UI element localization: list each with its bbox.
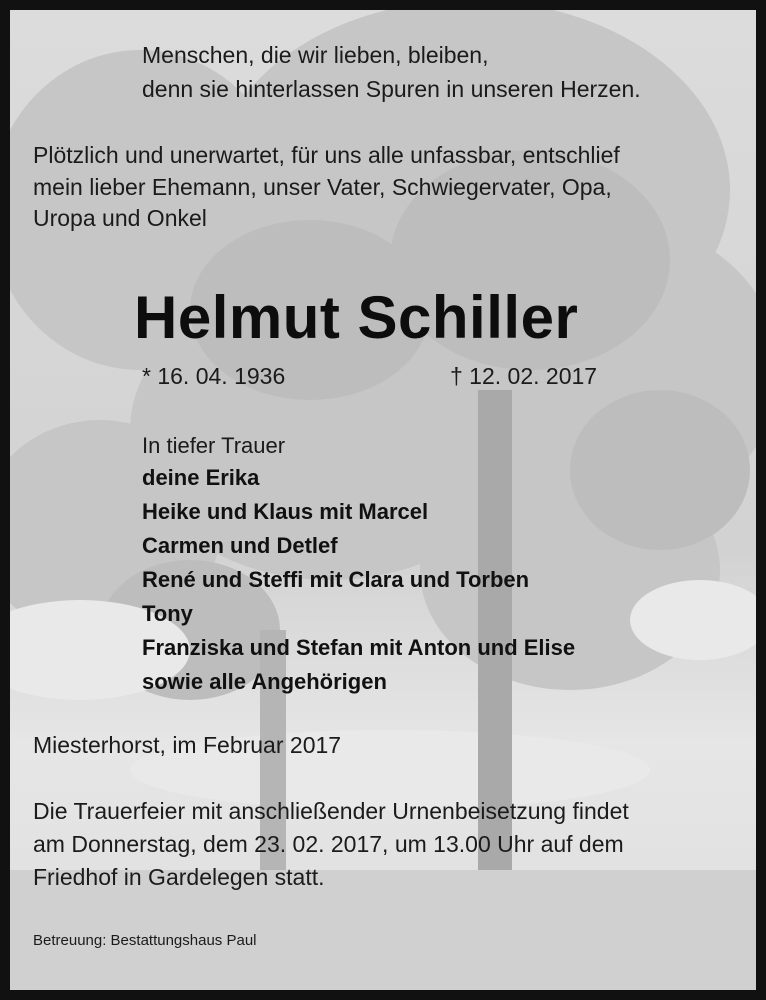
deceased-name: Helmut Schiller — [134, 284, 579, 351]
death-date: † 12. 02. 2017 — [450, 363, 598, 389]
service-line: Friedhof in Gardelegen statt. — [33, 864, 325, 890]
mourner-name: Carmen und Detlef — [142, 533, 338, 558]
motto-line: denn sie hinterlassen Spuren in unseren Herzen. — [142, 76, 641, 102]
place-and-date: Miesterhorst, im Februar 2017 — [33, 732, 342, 758]
mourner-name: Tony — [142, 601, 193, 626]
motto-quote — [142, 38, 742, 106]
mourner-name: Heike und Klaus mit Marcel — [142, 499, 429, 524]
intro-line: mein lieber Ehemann, unser Vater, Schwiegervater, Opa, — [33, 173, 612, 200]
service-line: Die Trauerfeier mit anschließender Urnenbeisetzung findet — [33, 798, 629, 824]
mourner-name: sowie alle Angehörigen — [142, 669, 387, 694]
notice-content — [10, 10, 756, 990]
mourners-block — [142, 431, 742, 699]
intro-text — [33, 140, 748, 235]
motto-line: Menschen, die wir lieben, bleiben, — [142, 42, 489, 68]
service-line: am Donnerstag, dem 23. 02. 2017, um 13.00 Uhr auf dem — [33, 831, 624, 857]
mourner-name: deine Erika — [142, 465, 260, 490]
funeral-service-info — [33, 795, 748, 894]
intro-line: Plötzlich und unerwartet, für uns alle unfassbar, entschlief — [33, 142, 620, 168]
mourner-name: Franziska und Stefan mit Anton und Elise — [142, 635, 576, 660]
mourner-name: René und Steffi mit Clara und Torben — [142, 567, 530, 592]
funeral-home-credit: Betreuung: Bestattungshaus Paul — [33, 932, 257, 949]
intro-line: Uropa und Onkel — [33, 205, 207, 231]
mourners-lead: In tiefer Trauer — [142, 433, 286, 458]
birth-date: * 16. 04. 1936 — [142, 363, 286, 389]
